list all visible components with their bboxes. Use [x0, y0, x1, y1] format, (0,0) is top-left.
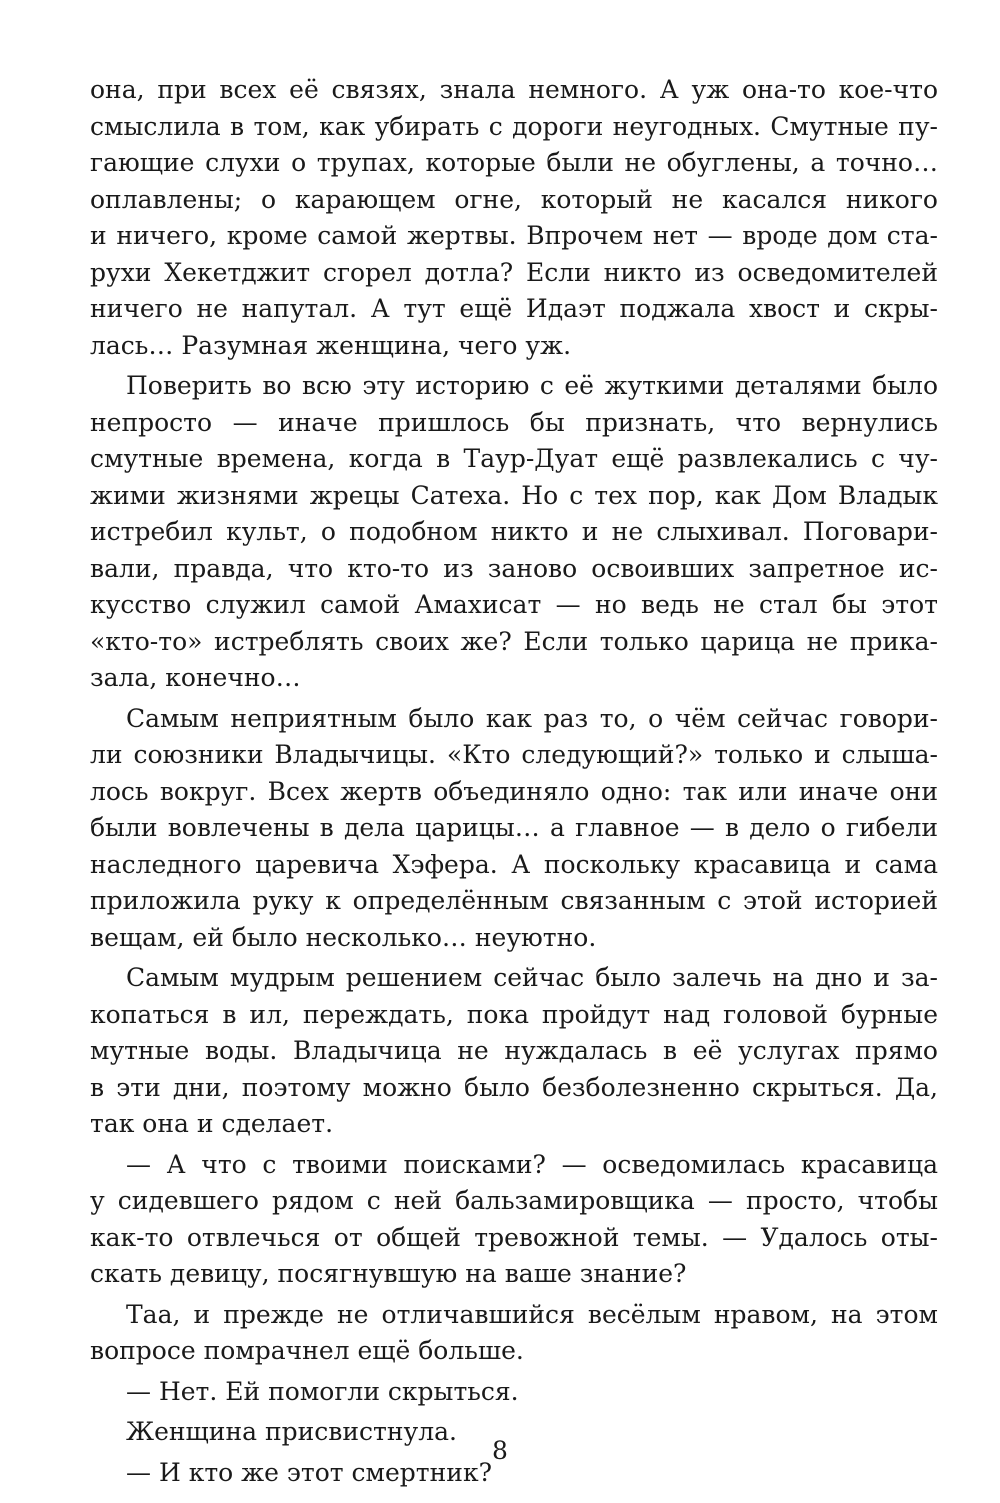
- text-line: рухи Хекетджит сгорел дотла? Если никто из осведомителей: [90, 257, 938, 287]
- text-line: ли союзники Владычицы. «Кто следующий?» только и слыша-: [90, 740, 938, 769]
- text-line: и ничего, кроме самой жертвы. Впрочем нет — вроде дом ста-: [90, 221, 938, 250]
- text-line: мутные воды. Владычица не нуждалась в её услугах прямо: [90, 1036, 938, 1065]
- text-line: ничего не напутал. А тут ещё Идаэт поджала хвост и скры-: [90, 294, 938, 323]
- text-line: Женщина присвистнула.: [126, 1417, 457, 1446]
- text-line: Поверить во всю эту историю с её жуткими деталями было: [126, 371, 938, 400]
- paragraph: [90, 72, 938, 364]
- paragraph: [90, 960, 938, 1143]
- page-body: [90, 72, 938, 1487]
- text-line: смутные времена, когда в Таур-Дуат ещё развлекались с чу-: [90, 444, 938, 473]
- text-line: были вовлечены в дела царицы… а главное — в дело о гибели: [90, 813, 938, 842]
- text-line: скать девицу, посягнувшую на ваше знание?: [90, 1259, 687, 1288]
- text-line: копаться в ил, переждать, пока пройдут над головой бурные: [90, 999, 938, 1029]
- text-line: Самым мудрым решением сейчас было залечь на дно и за-: [126, 963, 938, 992]
- text-line: — Нет. Ей помогли скрыться.: [126, 1376, 519, 1406]
- text-line: вопросе помрачнел ещё больше.: [90, 1336, 524, 1365]
- text-line: у сидевшего рядом с ней бальзамировщика — просто, чтобы: [90, 1186, 938, 1215]
- paragraph: [90, 1147, 938, 1293]
- text-line: приложила руку к определённым связанным с этой историей: [90, 886, 938, 915]
- text-line: истребил культ, о подобном никто и не слыхивал. Поговари-: [90, 517, 938, 546]
- page-number: 8: [492, 1436, 508, 1465]
- text-line: Самым неприятным было как раз то, о чём сейчас говори-: [126, 703, 938, 733]
- text-line: — А что с твоими поисками? — осведомилась красавица: [126, 1149, 938, 1179]
- text-line: лась… Разумная женщина, чего уж.: [90, 330, 572, 360]
- paragraph: [90, 1374, 938, 1411]
- text-line: наследного царевича Хэфера. А поскольку красавица и сама: [90, 849, 938, 879]
- text-line: смыслила в том, как убирать с дороги неугодных. Смутные пу-: [90, 111, 938, 141]
- text-line: вали, правда, что кто-то из заново освоивших запретное ис-: [90, 553, 938, 583]
- text-line: вещам, ей было несколько… неуютно.: [90, 922, 597, 952]
- text-line: оплавлены; о карающем огне, который не касался никого: [90, 184, 938, 214]
- text-line: непросто — иначе пришлось бы признать, что вернулись: [90, 407, 938, 437]
- text-line: жими жизнями жрецы Сатеха. Но с тех пор, как Дом Владык: [90, 480, 938, 510]
- text-line: «кто-то» истреблять своих же? Если только царица не прика-: [90, 626, 938, 656]
- text-line: — И кто же этот смертник?: [126, 1457, 492, 1487]
- text-line: кусство служил самой Амахисат — но ведь не стал бы этот: [90, 590, 938, 619]
- paragraph: [90, 1297, 938, 1370]
- paragraph: [90, 701, 938, 957]
- text-line: как-то отвлечься от общей тревожной темы. — Удалось оты-: [90, 1222, 938, 1252]
- text-line: в эти дни, поэтому можно было безболезненно скрыться. Да,: [90, 1072, 938, 1102]
- text-line: Таа, и прежде не отличавшийся весёлым нравом, на этом: [126, 1299, 938, 1329]
- paragraph: [90, 368, 938, 697]
- text-line: так она и сделает.: [90, 1109, 334, 1138]
- text-line: гающие слухи о трупах, которые были не обуглены, а точно…: [90, 148, 938, 177]
- text-line: она, при всех её связях, знала немного. А уж она-то кое-что: [90, 75, 938, 104]
- text-line: лось вокруг. Всех жертв объединяло одно: так или иначе они: [90, 776, 938, 806]
- text-line: зала, конечно…: [90, 663, 301, 692]
